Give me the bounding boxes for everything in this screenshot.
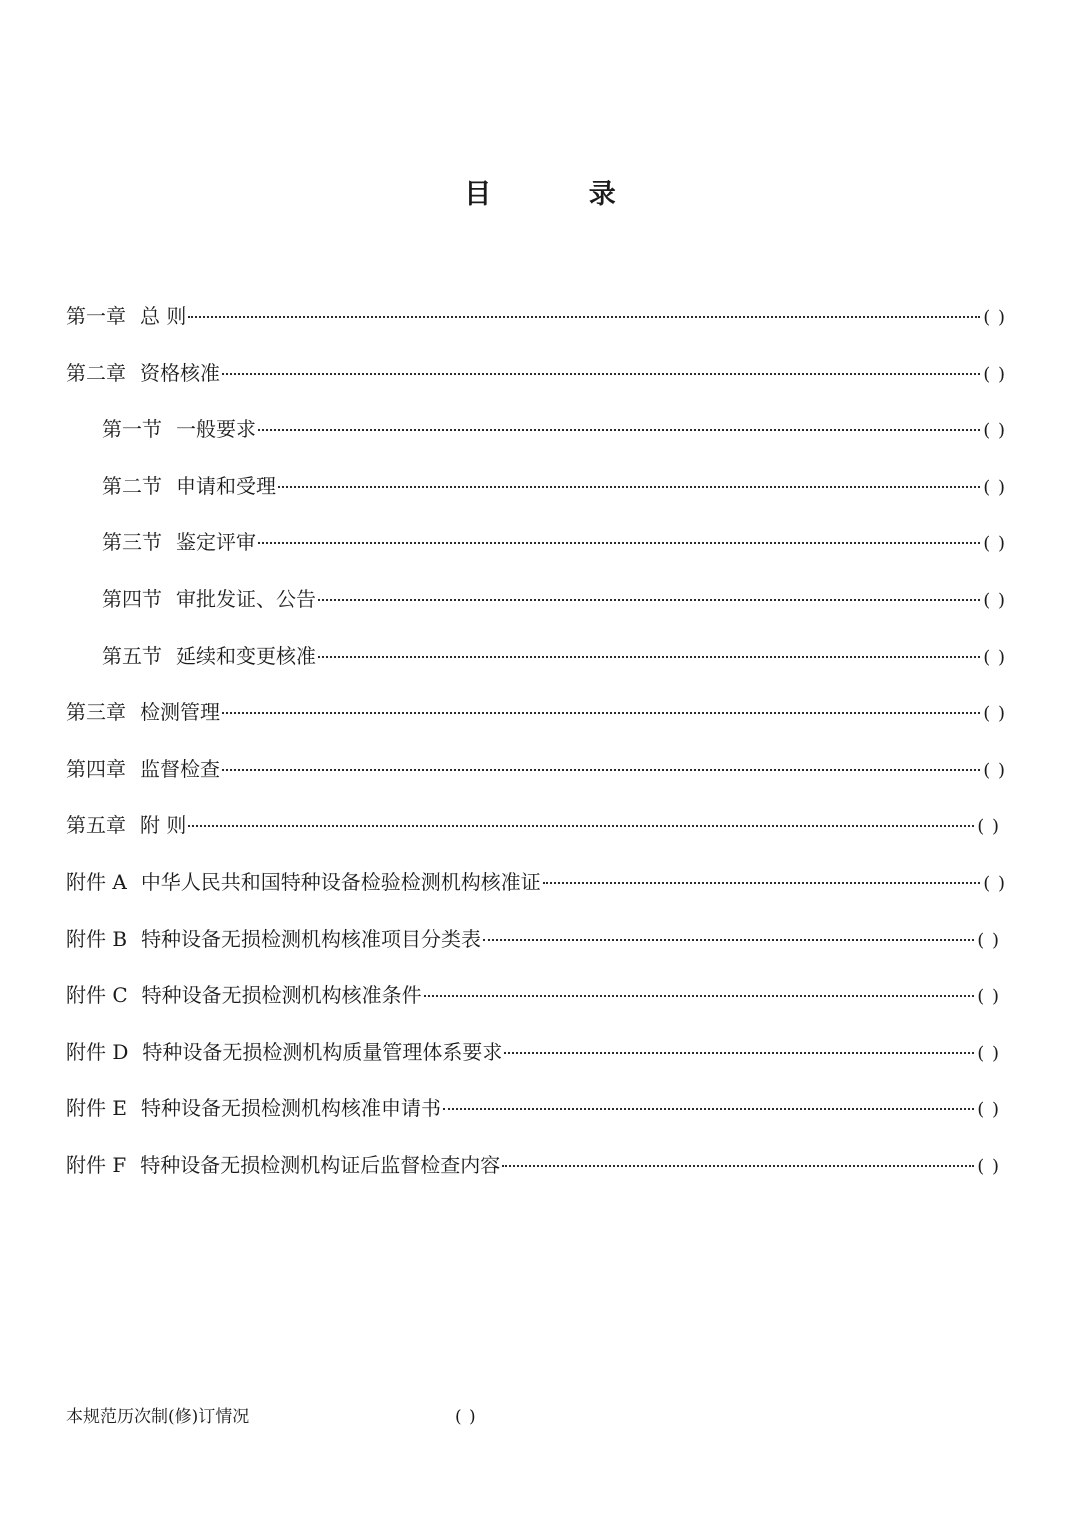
toc-entry-page: ( ) (983, 476, 1006, 498)
dot-leader (318, 656, 980, 658)
toc-entry-title: 特种设备无损检测机构核准申请书 (140, 1096, 441, 1121)
dot-leader (222, 769, 980, 771)
toc-entry-number: 第四章 (66, 756, 126, 781)
toc-entry-number: 第五节 (102, 643, 162, 668)
toc-entry-title: 特种设备无损检测机构核准项目分类表 (141, 926, 482, 951)
toc-entry-title: 鉴定评审 (176, 530, 256, 555)
dot-leader (222, 712, 980, 714)
toc-entry-chapter-4[interactable] (66, 741, 1006, 798)
toc-entry-page: ( ) (977, 816, 1000, 838)
toc-entry-section-2[interactable] (66, 458, 1006, 515)
toc-entry-chapter-5[interactable] (66, 797, 1006, 854)
toc-entry-annex-c[interactable] (66, 967, 1006, 1024)
dot-leader (504, 1052, 974, 1054)
dot-leader (188, 316, 980, 318)
toc-entry-title: 资格核准 (140, 360, 220, 385)
dot-leader (188, 825, 974, 827)
toc-entry-number: 第四节 (102, 586, 162, 611)
revision-history-page: ( ) (455, 1407, 477, 1427)
toc-entry-number: 附件 B (66, 926, 128, 951)
toc-entry-page: ( ) (977, 986, 1000, 1008)
toc-entry-annex-a[interactable] (66, 854, 1006, 911)
toc-entry-number: 第三节 (102, 530, 162, 555)
toc-entry-page: ( ) (983, 872, 1006, 894)
table-of-contents (66, 288, 1006, 1194)
toc-entry-page: ( ) (983, 646, 1006, 668)
dot-leader (483, 939, 974, 941)
toc-entry-page: ( ) (983, 420, 1006, 442)
toc-entry-section-5[interactable] (66, 628, 1006, 685)
toc-entry-title: 检测管理 (140, 700, 220, 725)
toc-entry-number: 附件 C (66, 983, 128, 1008)
toc-entry-title: 特种设备无损检测机构质量管理体系要求 (142, 1039, 503, 1064)
dot-leader (258, 429, 980, 431)
toc-entry-title: 总 则 (140, 304, 187, 328)
toc-entry-number: 第五章 (66, 813, 126, 838)
toc-entry-title: 申请和受理 (176, 473, 276, 498)
toc-entry-number: 附件 E (66, 1096, 127, 1121)
toc-entry-title: 监督检查 (140, 756, 220, 781)
toc-entry-number: 第一章 (66, 304, 126, 328)
toc-entry-section-1[interactable] (66, 401, 1006, 458)
toc-entry-page: ( ) (983, 703, 1006, 725)
toc-entry-number: 第三章 (66, 700, 126, 725)
dot-leader (222, 373, 980, 375)
toc-entry-chapter-1[interactable] (66, 288, 1006, 345)
toc-entry-page: ( ) (983, 759, 1006, 781)
dot-leader (424, 995, 975, 997)
toc-entry-annex-d[interactable] (66, 1024, 1006, 1081)
toc-entry-number: 附件 F (66, 1152, 127, 1177)
toc-entry-chapter-3[interactable] (66, 684, 1006, 741)
toc-entry-number: 附件 D (66, 1039, 129, 1064)
toc-entry-chapter-2[interactable] (66, 345, 1006, 402)
dot-leader (502, 1165, 974, 1167)
toc-entry-page: ( ) (977, 1042, 1000, 1064)
dot-leader (543, 882, 980, 884)
revision-history-note[interactable]: 本规范历次制(修)订情况 (66, 1407, 250, 1427)
dot-leader (278, 486, 980, 488)
page-title: 目 录 (464, 179, 660, 211)
toc-entry-number: 第一节 (102, 417, 162, 442)
toc-entry-title: 延续和变更核准 (176, 643, 316, 668)
toc-entry-annex-f[interactable] (66, 1137, 1006, 1194)
toc-entry-page: ( ) (983, 533, 1006, 555)
dot-leader (443, 1108, 974, 1110)
toc-entry-section-3[interactable] (66, 514, 1006, 571)
toc-entry-title: 中华人民共和国特种设备检验检测机构核准证 (140, 869, 541, 894)
toc-entry-number: 附件 A (66, 869, 127, 894)
toc-entry-page: ( ) (977, 929, 1000, 951)
toc-entry-title: 特种设备无损检测机构证后监督检查内容 (140, 1152, 501, 1177)
toc-entry-title: 特种设备无损检测机构核准条件 (141, 983, 422, 1008)
dot-leader (318, 599, 980, 601)
toc-entry-page: ( ) (983, 307, 1006, 328)
toc-entry-page: ( ) (977, 1099, 1000, 1121)
toc-entry-page: ( ) (977, 1155, 1000, 1177)
toc-entry-number: 第二章 (66, 360, 126, 385)
toc-entry-annex-e[interactable] (66, 1080, 1006, 1137)
toc-entry-page: ( ) (983, 363, 1006, 385)
toc-entry-title: 审批发证、公告 (176, 586, 316, 611)
toc-entry-number: 第二节 (102, 473, 162, 498)
dot-leader (258, 542, 980, 544)
toc-entry-section-4[interactable] (66, 571, 1006, 628)
toc-entry-title: 一般要求 (176, 417, 256, 442)
toc-entry-title: 附 则 (140, 813, 187, 838)
toc-entry-page: ( ) (983, 589, 1006, 611)
toc-entry-annex-b[interactable] (66, 911, 1006, 968)
